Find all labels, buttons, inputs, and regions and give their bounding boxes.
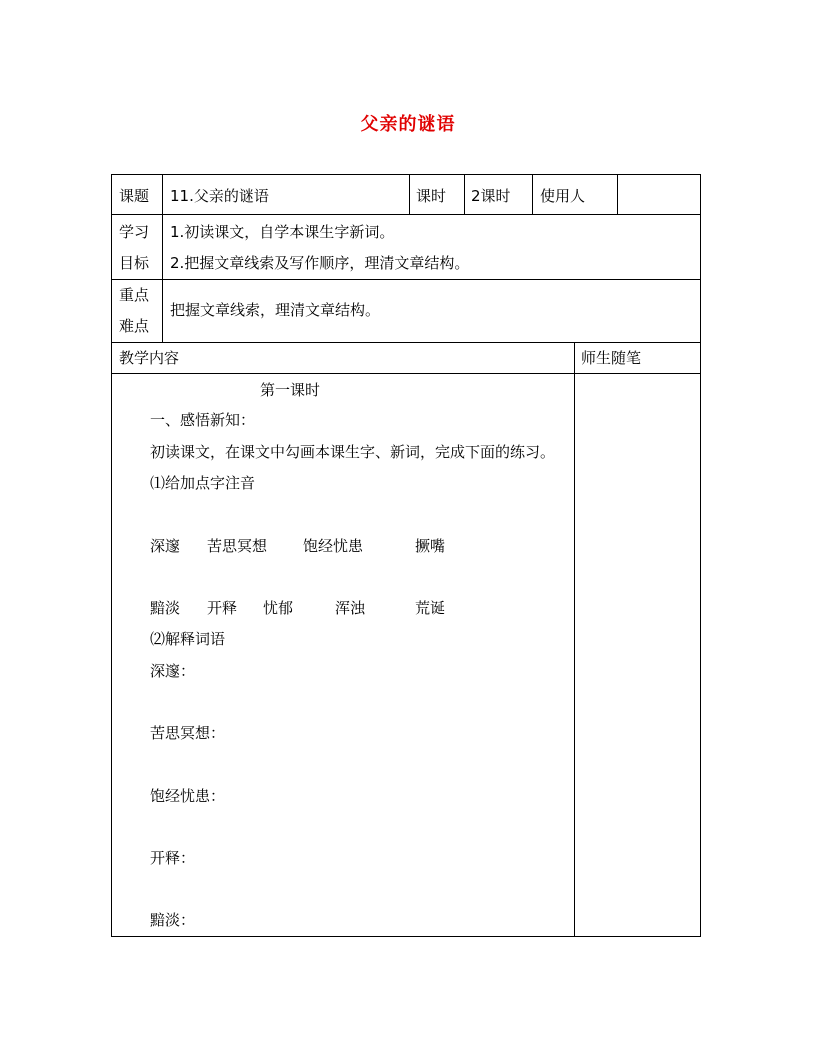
task-heading: ⑴给加点字注音 <box>150 474 256 492</box>
vocab-word: 荒诞 <box>415 599 446 617</box>
definition-prompt: 开释： <box>150 849 196 867</box>
table-row-divider <box>111 342 701 343</box>
table-border-left <box>111 174 112 937</box>
goal-item: 2.把握文章线索及写作顺序，理清文章结构。 <box>170 254 470 272</box>
table-border-top <box>111 174 701 175</box>
table-col-divider <box>617 174 618 214</box>
lesson-heading: 第一课时 <box>260 381 321 399</box>
table-row-divider <box>111 214 701 215</box>
table-row-divider <box>111 373 701 374</box>
table-col-divider <box>162 174 163 342</box>
task-heading: ⑵解释词语 <box>150 630 226 648</box>
key-points-label-line1: 重点 <box>119 286 150 304</box>
document-title: 父亲的谜语 <box>360 114 456 135</box>
subject-value: 11.父亲的谜语 <box>170 187 269 205</box>
notes-header: 师生随笔 <box>581 349 642 367</box>
period-value: 2课时 <box>471 187 511 205</box>
table-col-divider <box>532 174 533 214</box>
table-border-bottom <box>111 936 701 937</box>
vocab-word: 黯淡 <box>150 599 181 617</box>
table-border-right <box>700 174 701 937</box>
goals-label-line2: 目标 <box>119 254 150 272</box>
section-heading: 一、感悟新知： <box>150 411 256 429</box>
period-label: 课时 <box>416 187 447 205</box>
vocab-word: 撅嘴 <box>415 537 446 555</box>
key-points-label-line2: 难点 <box>119 317 150 335</box>
definition-prompt: 饱经忧患： <box>150 787 226 805</box>
vocab-word: 忧郁 <box>263 599 294 617</box>
definition-prompt: 黯淡： <box>150 911 196 929</box>
vocab-word: 苦思冥想 <box>207 537 268 555</box>
goals-label-line1: 学习 <box>119 223 150 241</box>
user-label: 使用人 <box>540 187 586 205</box>
table-col-divider <box>464 174 465 214</box>
content-header: 教学内容 <box>119 349 180 367</box>
definition-prompt: 深邃： <box>150 662 196 680</box>
table-col-divider <box>574 342 575 937</box>
table-col-divider <box>409 174 410 214</box>
subject-label: 课题 <box>119 187 150 205</box>
vocab-word: 浑浊 <box>335 599 366 617</box>
vocab-word: 饱经忧患 <box>303 537 364 555</box>
table-row-divider <box>111 279 701 280</box>
key-points-text: 把握文章线索，理清文章结构。 <box>170 301 381 319</box>
definition-prompt: 苦思冥想： <box>150 724 226 742</box>
vocab-word: 深邃 <box>150 537 181 555</box>
goal-item: 1.初读课文，自学本课生字新词。 <box>170 223 395 241</box>
vocab-word: 开释 <box>207 599 238 617</box>
instruction-text: 初读课文，在课文中勾画本课生字、新词，完成下面的练习。 <box>150 443 556 461</box>
